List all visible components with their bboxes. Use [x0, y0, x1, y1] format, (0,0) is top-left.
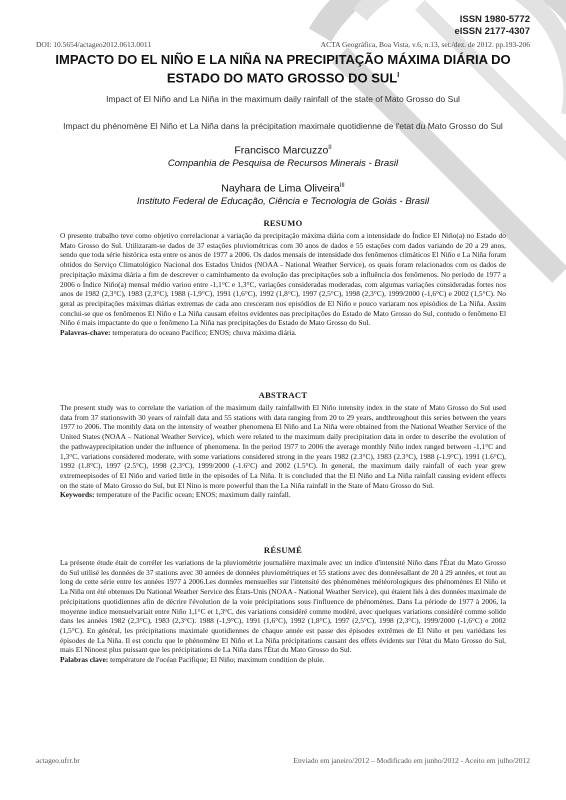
page-footer [36, 756, 530, 765]
resume-keywords-text: température de l'océan Pacifique; El Niño; maximum condition de pluie. [110, 655, 325, 665]
title-footnote-mark: I [397, 72, 400, 79]
paper-title [36, 52, 530, 86]
journal-reference: ACTA Geográfica, Boa Vista, v.6, n.13, set./dez. de 2012. pp.193-206 [320, 40, 530, 49]
resume-body: La présente étude était de corréler les variations de la pluviométrie journalière maximale avec un indice d'intensité Niño dans l'État du Mato Grosso do Sul utilisé les données de 37 stations avec 30 années de données pluviométriques et 55 stations avec des donnéesallant de 20 à 29 années, et tout au long de cette série entre les années 1977 à 2006.Les données mensuelles sur l'intensité des phénomènes météorologiques des phénomènes El Niño et La Niña ont été obtenues Du National Weather Service des États-Unis (NOAA - National Weather Service), qui étaient liés à des données maximale de précipitations quotidiennes afin de décrire l'évolution de la voie précipitations sous l'influence de phénomènes. Dans La période de 1977 à 2006, la moyenne indice mensuelvariait entre Niño 1,1°C et 1,3°C, des variations considéré comme modéré, avec quelques variations considéré comme solide dans les années 1982 (2,3°C), 1983 (2,3°C). 1988 (-1,9°C), 1991 (1,6°C), 1992 (1,8°C), 1997 (2,5°C), 1998 (2,3°C), 1999/2000 (-1,6°C) e 2002 (1,5°C). En général, les précipitations maximale quotidiennes de chaque année est passe des épisodes extrêmes de El Niño et peu variédans les épisodes de La Niña. Il est conclu que le phénomène El Niño et La Niña précipitations causant des effets évidents sur l'état du Mato Grosso do Sul, mais El Ninoest plus puissant que les précipitations de La Niña dans l'État du Mato Grosso do Sul. [60, 558, 506, 655]
resumo-heading: RESUMO [263, 218, 303, 228]
author-1 [36, 142, 530, 170]
resume-keywords [60, 655, 506, 665]
doi[interactable]: DOI: 10.5654/actageo2012.0613.0011 [36, 40, 152, 49]
author-2-footnote-mark: III [339, 183, 345, 189]
resume-heading: RÉSUMÉ [263, 545, 303, 555]
paper-title-text: IMPACTO DO EL NIÑO E LA NIÑA NA PRECIPITAÇÃO MÁXIMA DIÁRIA DO ESTADO DO MATO GROSSO DO SUL [55, 52, 511, 86]
title-english: Impact of El Niño and La Niña in the maximum daily rainfall of the state of Mato Grosso do Sul [106, 94, 460, 104]
author-2 [36, 180, 530, 208]
abstract-keywords-label: Keywords: [60, 490, 95, 500]
submission-dates: Enviado em janeiro/2012 – Modificado em junho/2012 - Aceito em julho/2012 [293, 756, 530, 765]
author-2-affiliation: Instituto Federal de Educação, Ciência e Tecnologia de Goiás - Brasil [136, 195, 430, 207]
abstract-keywords-text: temperature of the Pacific ocean; ENOS; maximum daily rainfall. [96, 490, 291, 500]
author-2-name: Nayhara de Lima Oliveira [221, 182, 340, 195]
issn-electronic: eISSN 2177-4307 [454, 26, 530, 37]
abstract-body: The present study was to correlate the variation of the maximum daily rainfallwith El Niño intensity index in the state of Mato Grosso do Sul used data from 37 stationswith 30 years of rainfall data and 55 stations with data ranging from 20 to 29 years, andthroughout this series between the years 1977 to 2006. The monthly data on the intensity of weather phenomena El Niño and La Niña were obtained from the National Weather Service of the United States (NOAA – National Weather Service), which were related to the maximum daily precipitation data in order to describe the evolution of the pathwayprecipitation under the influence of phenomena. In the period 1977 to 2006 the average monthly Niño index ranged between -1,1°C and 1,3°C, variations considered moderate, with some variations considered strong in the years 1982 (2.3°C), 1983 (2.3°C), 1988 (-1.9°C), 1991 (1.6°C), 1992 (1.8°C), 1997 (2.5°C), 1998 (2.3°C), 1999/2000 (-1.6°C) and 2002 (1.5°C). In general, the maximum daily rainfall of each year grew extremeepisodes of El Niño and varied little in the episodes of La Niña. It is concluded that the El Niño and La Niña rainfall causing evident effects on the state of Mato Grosso do Sul, but El Nino is more powerful than the La Niña rainfall in the State of Mato Grosso do Sul. [60, 403, 506, 490]
abstract-section [60, 390, 506, 500]
title-french: Impact du phénomène El Niño et La Niña dans la précipitation maximale quotidienne de l'etat du Mato Grosso do Sul [63, 121, 503, 131]
resumo-keywords-text: temperatura do oceano Pacífico; ENOS; chuva máxima diária. [112, 328, 297, 338]
issn-print: ISSN 1980-5772 [459, 14, 530, 25]
author-1-affiliation: Companhia de Pesquisa de Recursos Minerais - Brasil [167, 157, 399, 169]
resume-keywords-label: Palabras clave: [60, 655, 109, 665]
author-1-name: Francisco Marcuzzo [234, 144, 329, 157]
citation-line [36, 40, 530, 49]
resume-section [60, 545, 506, 665]
journal-website[interactable]: actageo.ufrr.br [36, 756, 80, 765]
issn-block [454, 14, 530, 38]
resumo-keywords [60, 328, 506, 338]
resumo-body: O presente trabalho teve como objetivo correlacionar a variação da precipitação máxima diária com a intensidade do Índice El Niño(a) no Estado do Mato Grosso do Sul. Utilizaram-se dados de 37 estações pluviométricas com 30 anos de dados e 55 estações com dados variando de 20 a 29 anos, sendo que toda série histórica esta entre os anos de 1977 a 2006. Os dados mensais de intensidade dos fenômenos climáticos El Niño e La Niña foram obtidos do Serviço Climatológico Nacional dos Estados Unidos (NOAA - National Weather Service), os quais foram relacionados com os dados de precipitação máxima diária a fim de descrever o caminhamento da evolução das precipitações sob a influência dos fenômenos. No período de 1977 a 2006 o Índice Niño(a) mensal médio variou entre -1,1°C e 1,3°C, variações consideradas moderadas, com algumas variações consideradas fortes nos anos de 1982 (2,3°C), 1983 (2,3°C), 1988 (-1,9°C), 1991 (1,6°C), 1992 (1,8°C), 1997 (2,5°C), 1998 (2,3°C), 1999/2000 (-1,6°C) e 2002 (1,5°C). No geral as precipitações máximas diárias extremas de cada ano cresceram nos episódios de El Niño e pouco variaram nos episódios de La Niña. Assim conclui-se que os fenômenos El Niño e La Niña causam efeitos evidentes nas precipitações do Estado de Mato Grosso do Sul, contudo o fenômeno El Niño é mais impactante do que o fenômeno La Niña nas precipitações do Estado de Mato Grosso do Sul. [60, 231, 506, 328]
resumo-keywords-label: Palavras-chave: [60, 328, 111, 338]
resumo-section [60, 218, 506, 338]
abstract-keywords [60, 490, 506, 500]
author-1-footnote-mark: II [328, 145, 332, 151]
abstract-heading: ABSTRACT [258, 390, 308, 400]
